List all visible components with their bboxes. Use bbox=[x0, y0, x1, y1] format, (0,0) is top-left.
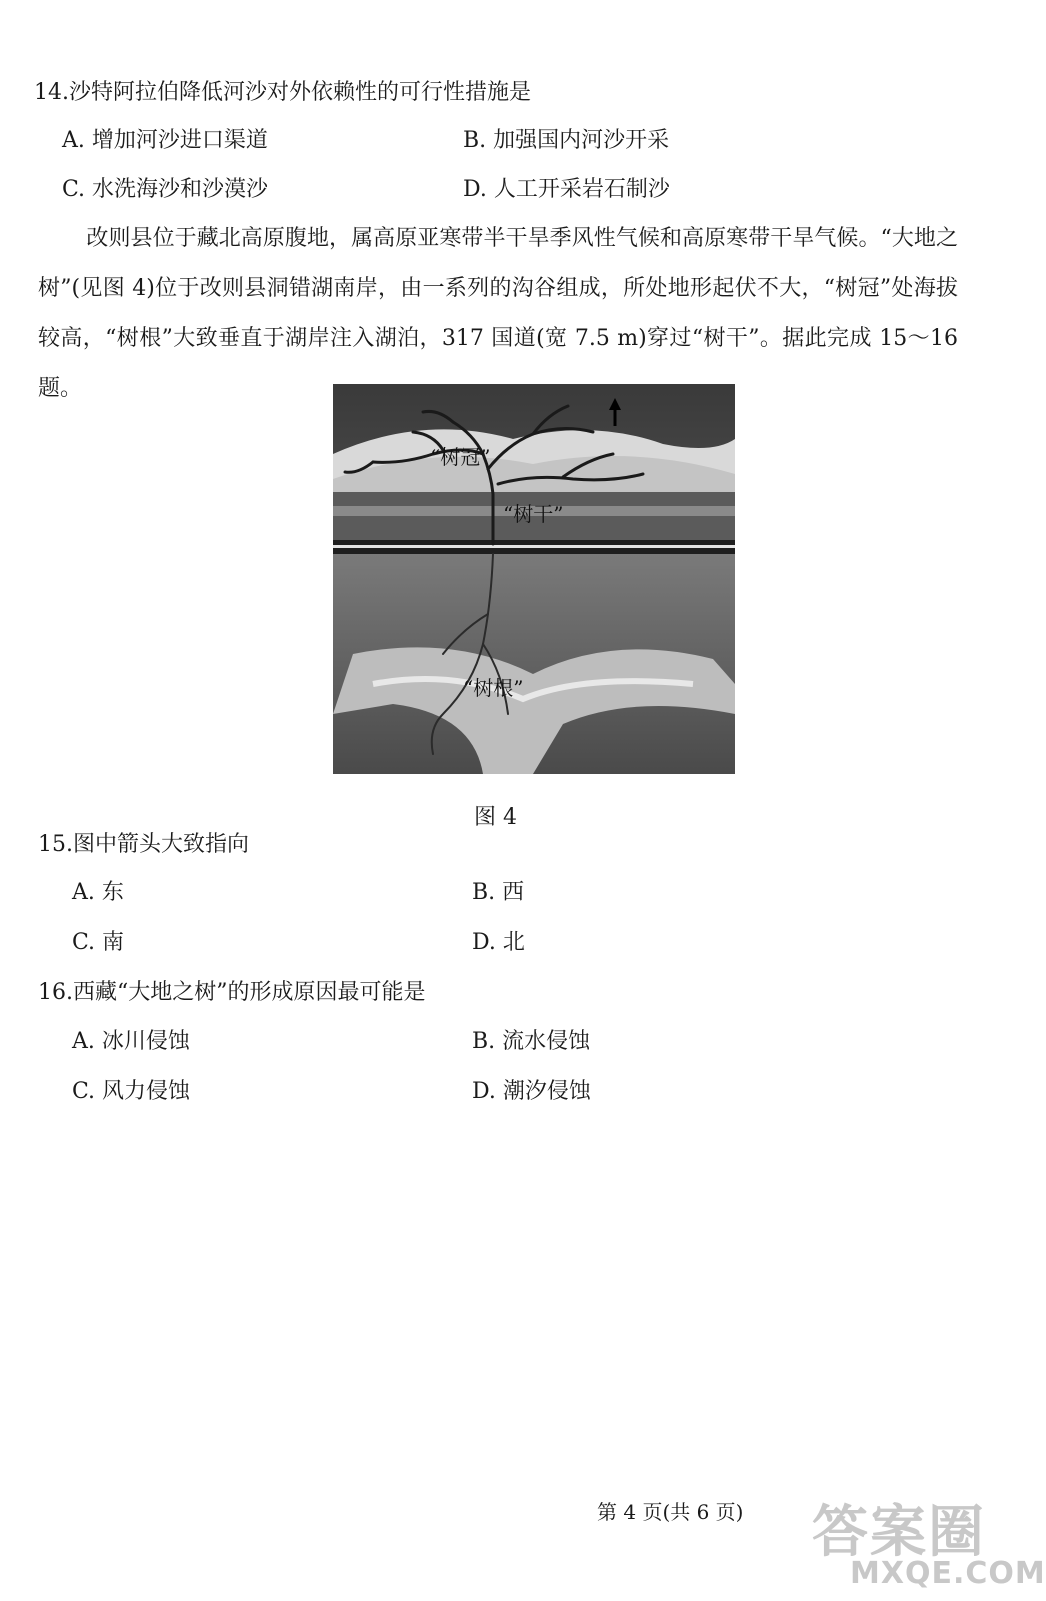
q16-option-b: B. 流水侵蚀 bbox=[472, 1029, 591, 1054]
q15-option-b: B. 西 bbox=[472, 880, 525, 905]
aerial-photo bbox=[333, 384, 735, 774]
question-16-stem: 16.西藏“大地之树”的形成原因最可能是 bbox=[38, 980, 426, 1005]
q16-option-d: D. 潮汐侵蚀 bbox=[472, 1079, 591, 1104]
q15-option-c: C. 南 bbox=[72, 930, 125, 955]
label-trunk: “树干” bbox=[503, 502, 564, 526]
figure-caption: 图 4 bbox=[474, 805, 517, 830]
q15-option-d: D. 北 bbox=[472, 930, 525, 955]
watermark-bottom-text: MXQE.COM bbox=[850, 1556, 1046, 1591]
label-crown: “树冠” bbox=[430, 445, 491, 469]
q15-option-a: A. 东 bbox=[72, 880, 124, 905]
q14-option-b: B. 加强国内河沙开采 bbox=[463, 128, 670, 153]
question-15-stem: 15.图中箭头大致指向 bbox=[38, 832, 249, 857]
q16-option-a: A. 冰川侵蚀 bbox=[72, 1029, 190, 1054]
passage-text: 改则县位于藏北高原腹地，属高原亚寒带半干旱季风性气候和高原寒带干旱气候。“大地之树”(见图 4)位于改则县洞错湖南岸，由一系列的沟谷组成，所处地形起伏不大，“树冠”处海拔较高，“树根”大致垂直于湖岸注入湖泊，317 国道(宽 7.5 m)穿过“树干”。据此完成 15～16 题。 bbox=[38, 226, 958, 401]
question-14-stem: 14.沙特阿拉伯降低河沙对外依赖性的可行性措施是 bbox=[34, 80, 531, 105]
aerial-photo-drawing bbox=[333, 384, 735, 774]
watermark-logo bbox=[806, 1486, 1046, 1596]
page-number: 第 4 页(共 6 页) bbox=[597, 1500, 744, 1524]
q14-option-a: A. 增加河沙进口渠道 bbox=[62, 128, 268, 153]
label-root: “树根” bbox=[463, 676, 524, 700]
watermark-top-text: 答案圈 bbox=[812, 1500, 986, 1565]
q14-option-c: C. 水洗海沙和沙漠沙 bbox=[62, 177, 269, 202]
q16-option-c: C. 风力侵蚀 bbox=[72, 1079, 191, 1104]
q14-option-d: D. 人工开采岩石制沙 bbox=[463, 177, 670, 202]
